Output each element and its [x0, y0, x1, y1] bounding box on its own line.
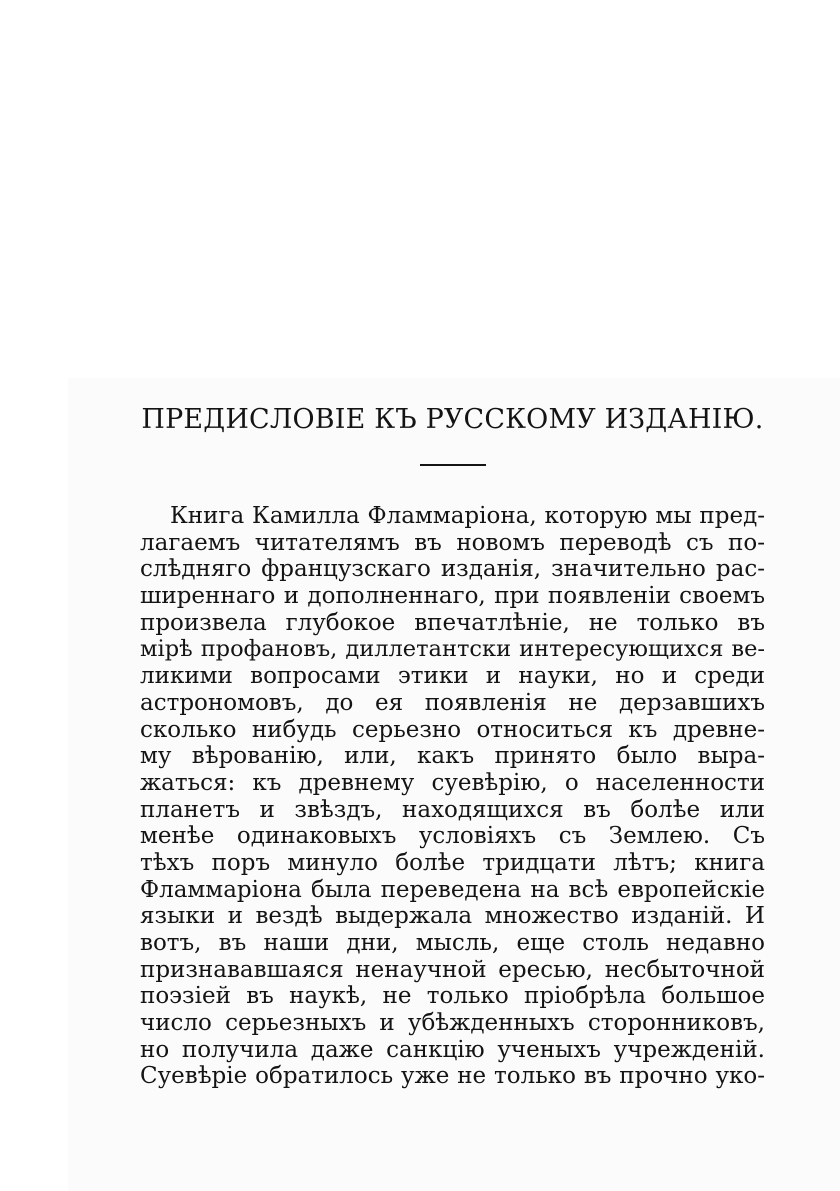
preface-text — [140, 503, 765, 1090]
text-line: астрономовъ, до ея появленія не дерзавшихъ — [140, 689, 765, 716]
text-line: ликими вопросами этики и науки, но и среди — [140, 663, 765, 690]
text-line: Суевѣріе обратилось уже не только въ прочно уко- — [140, 1063, 765, 1090]
text-line: мірѣ профановъ, диллетантски интересующихся ве- — [140, 636, 765, 663]
text-line: ширеннаго и дополненнаго, при появленіи своемъ — [140, 583, 765, 610]
text-line: Книга Камилла Фламмаріона, которую мы пред- — [170, 503, 765, 529]
text-line: жаться: къ древнему суевѣрію, о населенности — [140, 769, 765, 796]
text-line: му вѣрованію, или, какъ принято было выра- — [140, 743, 765, 770]
text-line: произвела глубокое впечатлѣніе, не только въ — [140, 609, 765, 636]
page-title: ПРЕДИСЛОВІЕ КЪ РУССКОМУ ИЗДАНІЮ. — [141, 404, 764, 435]
text-line: языки и вездѣ выдержала множество изданій. И — [140, 903, 765, 930]
text-line: число серьезныхъ и убѣжденныхъ сторонниковъ, — [140, 1010, 765, 1037]
text-line: вотъ, въ наши дни, мысль, еще столь недавно — [140, 930, 765, 956]
text-line: тѣхъ поръ минуло болѣе тридцати лѣтъ; книга — [140, 849, 765, 876]
text-line: планетъ и звѣздъ, находящихся въ болѣе или — [140, 796, 765, 823]
text-line: лагаемъ читателямъ въ новомъ переводѣ съ по- — [140, 529, 765, 556]
text-line: Фламмаріона была переведена на всѣ европейскіе — [140, 876, 765, 903]
text-line: слѣдняго французскаго изданія, значительно рас- — [140, 556, 765, 583]
text-line: признававшаяся ненаучной ересью, несбыточной — [140, 956, 765, 983]
title-divider — [420, 464, 486, 466]
preface-page — [140, 395, 765, 1090]
text-line: но получила даже санкцію ученыхъ учрежденій. — [140, 1036, 765, 1063]
text-line: сколько нибудь серьезно относиться къ древне- — [140, 716, 765, 743]
text-line: менѣе одинаковыхъ условіяхъ съ Землею. Съ — [140, 823, 765, 850]
text-line: поэзіей въ наукѣ, не только пріобрѣла большое — [140, 983, 765, 1010]
